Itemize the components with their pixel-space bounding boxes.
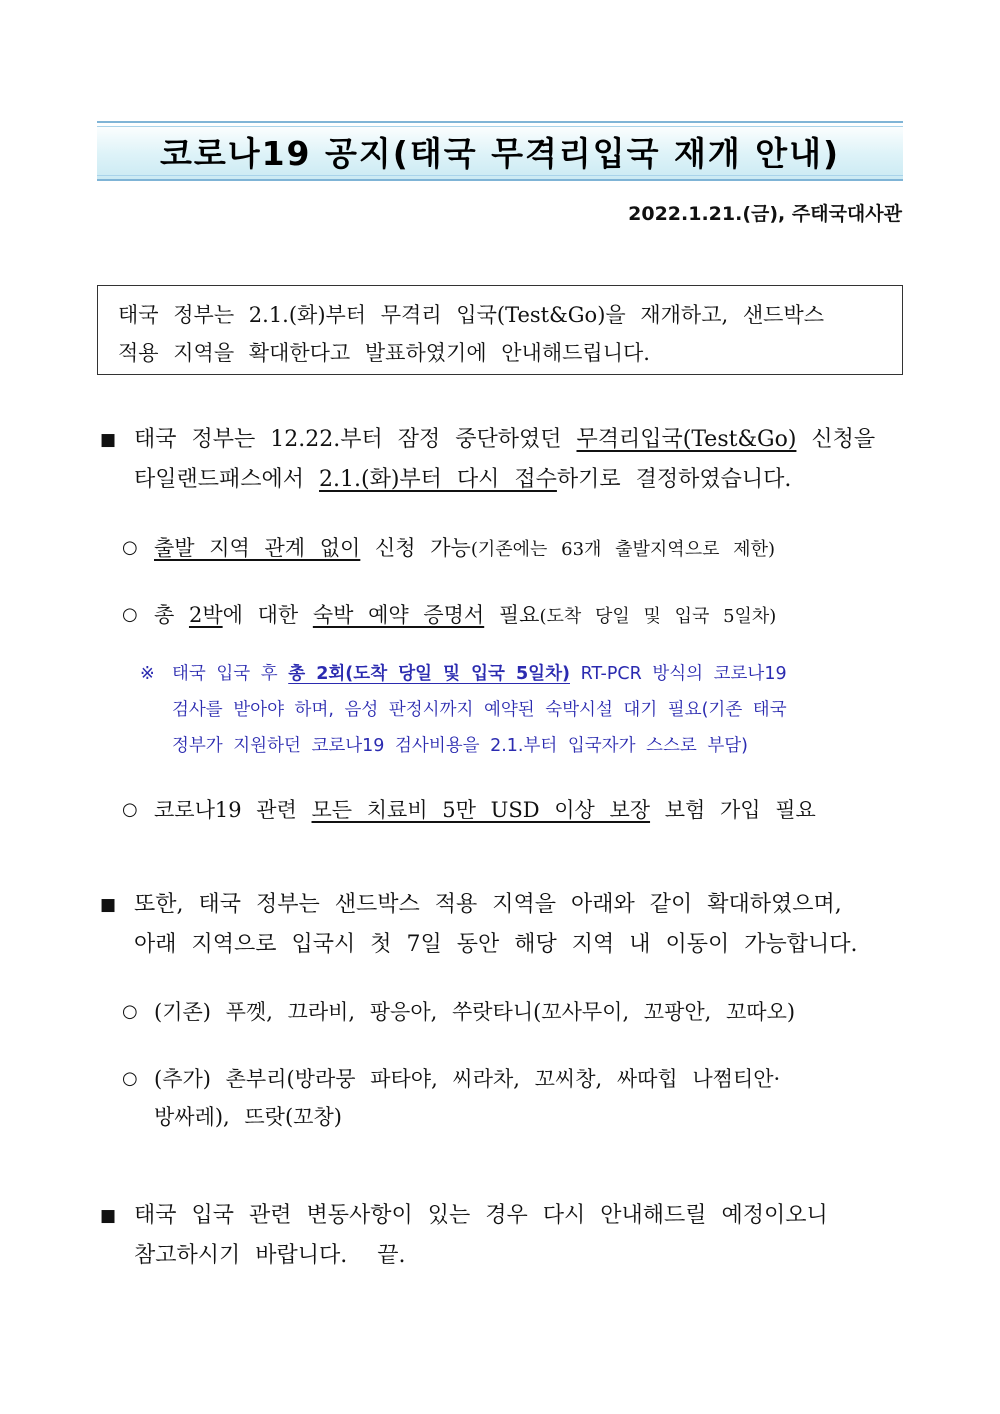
text-span: 타일랜드패스에서 [134,467,320,492]
text-span: 방싸레), 뜨랏(꼬창) [154,1105,342,1129]
text-span: 총 [154,603,189,627]
circle-bullet-icon: ○ [122,604,138,625]
section-2 [100,885,908,965]
page-title: 코로나19 공지(태국 무격리입국 재개 안내) [159,133,841,173]
section-1-text [134,420,908,500]
sub-item [122,596,912,636]
text-span: 아래 지역으로 입국시 첫 7일 동안 해당 지역 내 이동이 가능합니다. [134,932,858,957]
sub-item [122,1060,912,1136]
text-span: 태국 입국 후 [172,664,289,684]
sub-item [122,791,912,829]
text-span: 검사를 받아야 하며, 음성 판정시까지 예약된 숙박시설 대기 필요(기존 태국 [172,700,787,720]
square-bullet-icon: ■ [100,430,117,450]
sub-item [122,993,912,1031]
circle-bullet-icon: ○ [122,537,138,558]
text-span: 태국 정부는 12.22.부터 잠정 중단하였던 [134,427,577,452]
note-block [140,656,910,764]
summary-box [97,285,903,375]
section-3-text [134,1196,908,1276]
text-span: 에 대한 [222,603,313,627]
text-span: (기존) 푸껫, 끄라비, 팡응아, 쑤랏타니(꼬사무이, 꼬팡안, 꼬따오) [154,1000,796,1024]
title-banner [97,121,903,181]
text-span: 코로나19 관련 [154,798,312,822]
text-span: 태국 입국 관련 변동사항이 있는 경우 다시 안내해드릴 예정이오니 [134,1203,828,1228]
summary-line: 태국 정부는 2.1.(화)부터 무격리 입국(Test&Go)을 재개하고, 샌드박스 [118,303,824,327]
text-span: 또한, 태국 정부는 샌드박스 적용 지역을 아래와 같이 확대하였으며, [134,892,842,917]
text-span: (추가) 촌부리(방라뭉 파타야, 씨라차, 꼬씨창, 싸따힙 나쩜티안· [154,1067,781,1091]
text-span: 보험 가입 필요 [650,798,816,822]
dateline: 2022.1.21.(금), 주태국대사관 [628,203,902,225]
square-bullet-icon: ■ [100,895,117,915]
circle-bullet-icon: ○ [122,799,138,820]
text-span: 신청을 [796,427,876,452]
section-1 [100,420,908,500]
underlined-text: 2박 [188,603,223,627]
section-2-text [134,885,908,965]
text-span: 필요 [484,603,540,627]
underlined-text: 출발 지역 관계 없이 [154,536,361,560]
square-bullet-icon: ■ [100,1206,117,1226]
underlined-text: 2.1.(화)부터 다시 접수 [319,467,557,492]
text-span: 신청 가능 [360,536,471,560]
sub-item [122,529,912,569]
small-text: (기존에는 63개 출발지역으로 제한) [470,539,775,560]
text-span: 하기로 결정하였습니다. [556,467,792,492]
underlined-text: 숙박 예약 증명서 [312,603,485,627]
section-3 [100,1196,908,1276]
reference-mark-icon: ※ [140,664,155,684]
summary-line: 적용 지역을 확대한다고 발표하였기에 안내해드립니다. [118,341,650,365]
underlined-text: 모든 치료비 5만 USD 이상 보장 [311,798,651,822]
circle-bullet-icon: ○ [122,1001,138,1022]
small-text: (도착 당일 및 입국 5일차) [539,606,777,627]
underlined-text: 무격리입국(Test&Go) [576,427,797,452]
circle-bullet-icon: ○ [122,1068,138,1089]
text-span: RT-PCR 방식의 코로나19 [570,664,787,684]
text-span: 참고하시기 바랍니다. 끝. [134,1243,406,1268]
bold-underlined-text: 총 2회(도착 당일 및 입국 5일차) [288,664,570,684]
text-span: 정부가 지원하던 코로나19 검사비용을 2.1.부터 입국자가 스스로 부담) [172,736,748,756]
